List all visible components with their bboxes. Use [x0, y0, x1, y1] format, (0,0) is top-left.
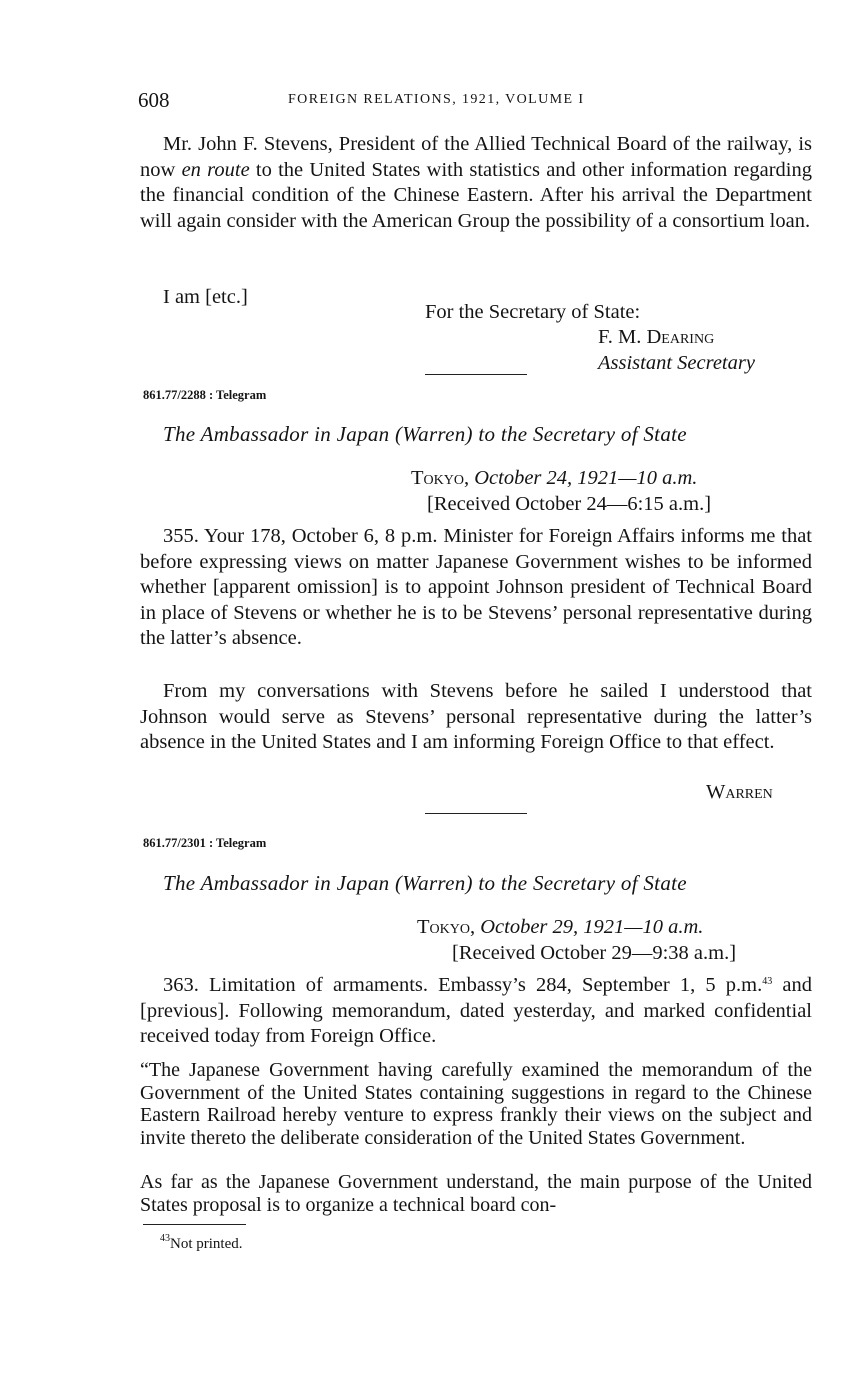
doc2-paragraph-1 [140, 973, 812, 1050]
doc1-file-reference: 861.77/2288 : Telegram [143, 388, 267, 402]
doc2-dateline [417, 916, 703, 939]
doc1-paragraph-1 [140, 524, 812, 652]
footnote-mark: 43 [160, 1233, 170, 1244]
doc1-signature: Warren [706, 781, 773, 803]
footnote-reference: 43 [762, 976, 773, 987]
doc2-title: The Ambassador in Japan (Warren) to the Secretary of State [163, 871, 687, 895]
doc2-quote1-text: “The Japanese Government having carefully examined the memorandum of the Government of the United States containing suggestions in regard to the Chinese Eastern Railroad hereby venture to express frankly their views on the subject and invite thereto the deliberate consideration of the United States Government. [140, 1059, 812, 1149]
doc2-quote-paragraph-2 [140, 1171, 812, 1216]
signature-name: F. M. Dearing [598, 326, 715, 348]
doc2-place: Tokyo, [417, 916, 476, 938]
doc1-para2-text: From my conversations with Stevens before he sailed I understood that Johnson would serve as Stevens’ personal representative during the latter’s absence in the United States and I am informing Foreign Office to that effect. [140, 680, 812, 754]
doc1-received: [Received October 24—6:15 a.m.] [427, 493, 712, 515]
doc2-quote-paragraph-1 [140, 1059, 812, 1149]
doc1-title: The Ambassador in Japan (Warren) to the Secretary of State [163, 422, 687, 446]
signature-line: For the Secretary of State: [425, 301, 641, 323]
intro-text-a: Mr. John F. Stevens, President of the Allied Technical Board of the railway, is now [140, 133, 812, 181]
doc2-para1-text-b: and [previous]. Following memorandum, dated yesterday, and marked confidential received today from Foreign Office. [140, 974, 812, 1048]
doc1-dateline [411, 467, 697, 490]
section-divider [425, 374, 527, 375]
doc2-quote2-text: As far as the Japanese Government understand, the main purpose of the United States proposal is to organize a technical board con- [140, 1171, 812, 1216]
doc1-place: Tokyo, [411, 467, 470, 489]
footnote-text: Not printed. [170, 1236, 243, 1252]
doc2-file-reference: 861.77/2301 : Telegram [143, 836, 267, 850]
intro-text-b: to the United States with statistics and other information regarding the financial condition of the Chinese Eastern. After his arrival the Department will again consider with the American Group the possibility of a consortium loan. [140, 158, 812, 232]
intro-italic: en route [181, 158, 250, 181]
footnote-rule [143, 1224, 246, 1225]
doc1-date: October 24, 1921—10 a.m. [469, 467, 698, 489]
doc2-date: October 29, 1921—10 a.m. [475, 916, 704, 938]
doc1-paragraph-2 [140, 679, 812, 756]
page-number: 608 [138, 88, 170, 112]
footnote [160, 1233, 243, 1253]
running-title: FOREIGN RELATIONS, 1921, VOLUME I [288, 92, 585, 107]
doc1-para1-text: 355. Your 178, October 6, 8 p.m. Minister for Foreign Affairs informs me that before expressing views on matter Japanese Government wishes to be informed whether [apparent omission] is to appoint Johnson president of Technical Board in place of Stevens or whether he is to be Stevens’ personal representative during the latter’s absence. [140, 525, 812, 650]
doc2-received: [Received October 29—9:38 a.m.] [452, 942, 737, 964]
signature-title: Assistant Secretary [598, 352, 755, 374]
doc2-para1-text-a: 363. Limitation of armaments. Embassy’s 284, September 1, 5 p.m. [163, 974, 763, 996]
section-divider-2 [425, 813, 527, 814]
intro-paragraph [140, 132, 812, 234]
closing-formula: I am [etc.] [163, 286, 248, 308]
